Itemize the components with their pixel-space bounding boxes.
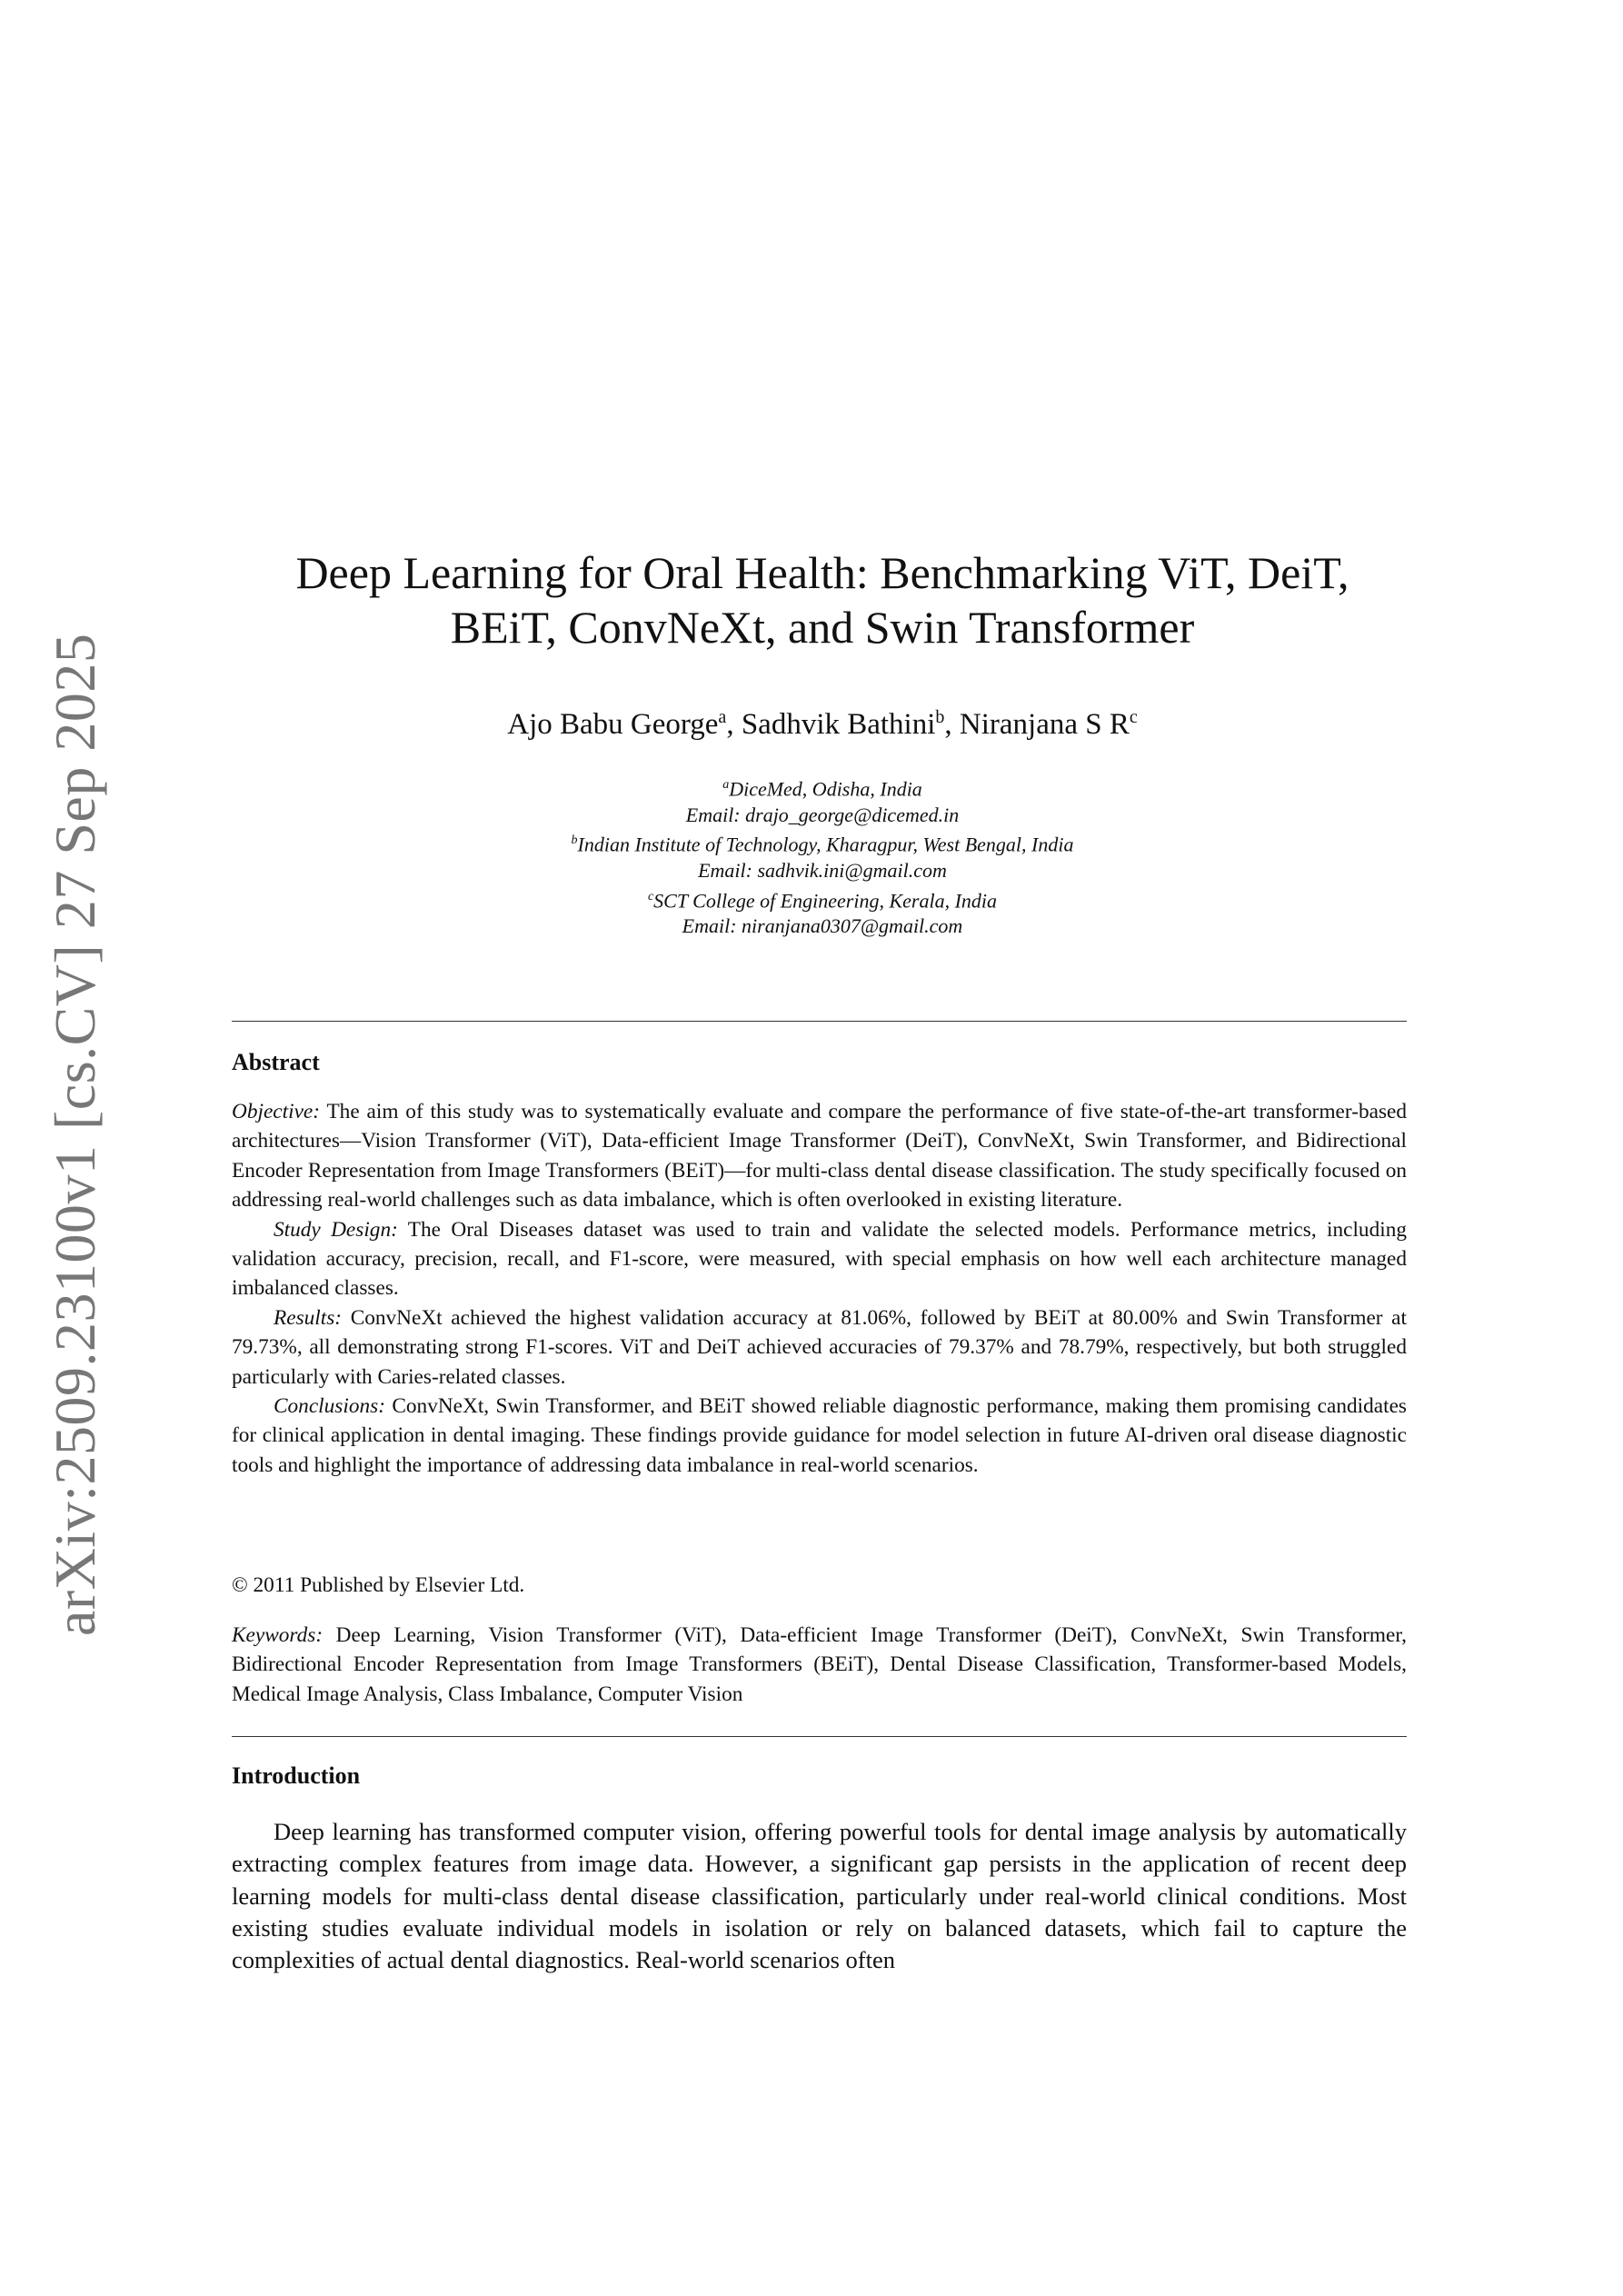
divider-top — [232, 1021, 1407, 1022]
affiliation-name: DiceMed, Odisha, India — [729, 777, 922, 801]
arxiv-identifier: arXiv:2509.23100v1 [cs.CV] 27 Sep 2025 — [43, 633, 107, 1636]
affiliation-mark: a — [722, 778, 730, 792]
affiliation-mark: b — [935, 707, 945, 727]
affiliation-mark: c — [647, 889, 654, 903]
affiliation-email: Email: drajo_george@dicemed.in — [685, 803, 960, 826]
author-name: Sadhvik Bathini — [741, 708, 936, 741]
author-separator: , — [944, 708, 960, 741]
keywords-label: Keywords: — [232, 1623, 324, 1647]
abstract-objective — [232, 1097, 1407, 1215]
design-text: The Oral Diseases dataset was used to train and validate the selected models. Performance metrics, including validation accuracy, precision, recall, and F1-score, were measured, with special emphasis on how well each architecture managed imbalanced classes. — [232, 1217, 1407, 1301]
affiliation-line — [164, 884, 1481, 914]
introduction-paragraph: Deep learning has transformed computer vision, offering powerful tools for dental image analysis by automatically extracting complex features from image data. However, a significant gap persists in the application of recent deep learning models for multi-class dental disease classification, particularly under real-world clinical conditions. Most existing studies evaluate individual models in isolation or rely on balanced datasets, which fail to capture the complexities of actual dental diagnostics. Real-world scenarios often — [232, 1818, 1407, 1974]
author-name: Ajo Babu George — [507, 708, 719, 741]
objective-label: Objective: — [232, 1100, 321, 1123]
affiliation-name: SCT College of Engineering, Kerala, India — [653, 888, 998, 912]
abstract-results — [232, 1303, 1407, 1392]
affiliation-mark: c — [1129, 707, 1138, 727]
conclusions-text: ConvNeXt, Swin Transformer, and BEiT showed reliable diagnostic performance, making them promising candidates for clinical application in dental imaging. These findings provide guidance for model selection in future AI-driven oral disease diagnostic tools and highlight the importance of addressing data imbalance in real-world scenarios. — [232, 1394, 1407, 1477]
affiliation-line — [164, 828, 1481, 858]
introduction-body — [232, 1816, 1407, 1976]
author-list — [164, 707, 1481, 742]
divider-bottom — [232, 1736, 1407, 1737]
affiliation-email: Email: sadhvik.ini@gmail.com — [698, 859, 947, 883]
objective-text: The aim of this study was to systematically evaluate and compare the performance of five state-of-the-art transformer-based architectures—Vision Transformer (ViT), Data-efficient Image Transformer (DeiT), ConvNeXt, Swin Transformer, and Bidirectional Encoder Representation from Image Transformers (BEiT)—for multi-class dental disease classification. The study specifically focused on addressing real-world challenges such as data imbalance, which is often overlooked in existing literature. — [232, 1100, 1407, 1213]
abstract-body — [232, 1097, 1407, 1480]
author-name: Niranjana S R — [959, 708, 1130, 741]
affiliation-mark: b — [571, 834, 578, 848]
conclusions-label: Conclusions: — [274, 1394, 385, 1419]
abstract-study-design — [232, 1215, 1407, 1303]
keywords — [232, 1621, 1407, 1709]
introduction-heading: Introduction — [232, 1762, 361, 1789]
paper-title — [164, 545, 1481, 654]
title-line-2: BEiT, ConvNeXt, and Swin Transformer — [450, 602, 1195, 653]
affiliation-mark: a — [718, 707, 727, 727]
results-text: ConvNeXt achieved the highest validation accuracy at 81.06%, followed by BEiT at 80.00% and Swin Transformer at 79.73%, all demonstrating strong F1-scores. ViT and DeiT achieved accuracies of 79.37% and 78.79%, respectively, but both struggled particularly with Caries-related classes. — [232, 1305, 1407, 1389]
results-label: Results: — [274, 1305, 343, 1330]
affiliation-email: Email: niranjana0307@gmail.com — [682, 914, 963, 938]
affiliation-block — [164, 773, 1481, 940]
design-label: Study Design: — [274, 1217, 398, 1242]
copyright-line: © 2011 Published by Elsevier Ltd. — [232, 1573, 525, 1597]
abstract-conclusions — [232, 1392, 1407, 1480]
keywords-text: Deep Learning, Vision Transformer (ViT), Data-efficient Image Transformer (DeiT), ConvNeXt, Swin Transformer, Bidirectional Encoder Representation from Image Transformers (BEiT), Dental Disease Classification, Transformer-based Models, Medical Image Analysis, Class Imbalance, Computer Vision — [232, 1623, 1407, 1706]
title-line-1: Deep Learning for Oral Health: Benchmarking ViT, DeiT, — [295, 547, 1349, 598]
abstract-heading: Abstract — [232, 1049, 320, 1075]
author-separator: , — [726, 708, 742, 741]
affiliation-name: Indian Institute of Technology, Kharagpur, West Bengal, India — [577, 833, 1074, 856]
affiliation-line — [164, 773, 1481, 803]
